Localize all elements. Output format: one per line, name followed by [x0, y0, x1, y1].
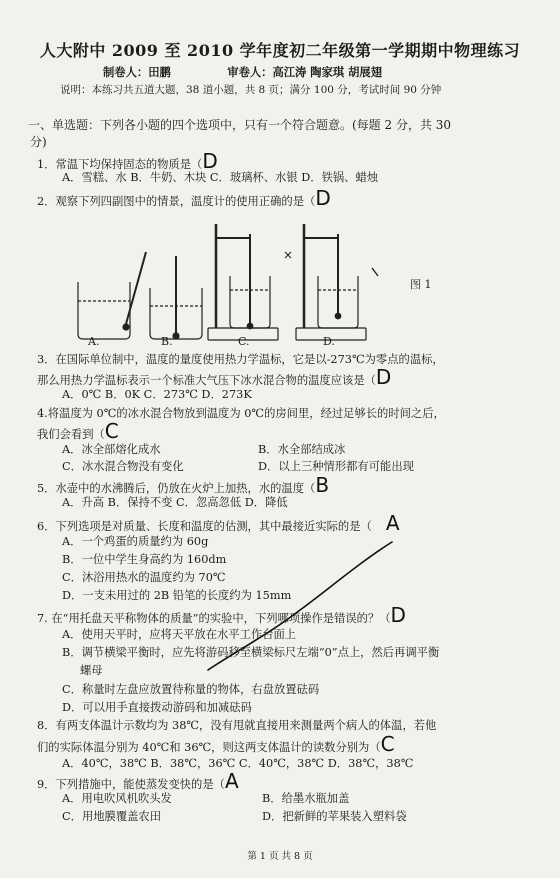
authors-line: 制卷人：田鹏 审卷人：高江涛 陶家琪 胡展翅 — [103, 65, 382, 79]
q4-option-a: A．冰全部熔化成水 — [62, 443, 161, 456]
q7-option-a: A．使用天平时，应将天平放在水平工作台面上 — [62, 628, 297, 641]
q8-handwritten-answer: C — [380, 732, 395, 756]
q5-options: A．升高 B．保持不变 C．忽高忽低 D．降低 — [62, 496, 288, 509]
q7-option-b-line2: 螺母 — [80, 664, 103, 677]
q1-stem: 1．常温下均保持固态的物质是（D — [37, 149, 218, 173]
q7-option-c: C．称量时左盘应放置待称量的物体，右盘放置砝码 — [62, 683, 320, 696]
q5-stem: 5．水壶中的水沸腾后，仍放在火炉上加热，水的温度（B — [37, 473, 330, 497]
q9-option-c: C．用地膜覆盖农田 — [62, 810, 162, 823]
q8-options: A．40℃，38℃ B．38℃，36℃ C．40℃，38℃ D．38℃，38℃ — [62, 757, 414, 770]
q3-options: A．0℃ B．0K C．273℃ D．273K — [62, 388, 252, 401]
q3-handwritten-answer: D — [375, 365, 392, 389]
q2-option-c: C. — [238, 335, 250, 348]
q2-option-b: B. — [161, 335, 173, 348]
q6-option-d: D．一支未用过的 2B 铅笔的长度约为 15mm — [62, 589, 292, 602]
q4-stem-line2: 我们会看到（C — [37, 419, 119, 443]
q6-option-c: C．沐浴用热水的温度约为 70℃ — [62, 571, 226, 584]
q4-option-b: B．水全部结成冰 — [258, 443, 346, 456]
q5-handwritten-answer: B — [315, 473, 330, 497]
q9-option-b: B．给墨水瓶加盖 — [262, 792, 350, 805]
q8-stem-line2: 们的实际体温分别为 40℃和 36℃，则这两支体温计的读数分别为（C — [37, 732, 395, 756]
q1-handwritten-answer: D — [202, 149, 218, 173]
figure-caption: 图 1 — [410, 278, 430, 291]
q6-handwritten-answer: A — [385, 511, 400, 535]
q6-stem: 6．下列选项是对质量、长度和温度的估测，其中最接近实际的是（ A — [37, 511, 400, 535]
q2-option-a: A. — [88, 335, 100, 348]
q4-option-d: D．以上三种情形都有可能出现 — [258, 460, 414, 473]
q3-stem-line1: 3．在国际单位制中，温度的量度使用热力学温标，它是以-273℃为零点的温标， — [37, 353, 444, 366]
q3-stem-line2: 那么用热力学温标表示一个标准大气压下冰水混合物的温度应该是（D — [37, 365, 392, 389]
q7-option-d: D．可以用手直接拨动游码和加减砝码 — [62, 701, 252, 714]
q4-option-c: C．冰水混合物没有变化 — [62, 460, 184, 473]
q6-option-b: B．一位中学生身高约为 160dm — [62, 553, 227, 566]
q8-stem-line1: 8．有两支体温计示数均为 38℃，没有甩就直接用来测量两个病人的体温，若他 — [37, 719, 437, 732]
q1-options: A．雪糕、水 B．牛奶、木块 C．玻璃杯、水银 D．铁锅、蜡烛 — [62, 171, 379, 184]
q4-stem-line1: 4.将温度为 0℃的冰水混合物放到温度为 0℃的房间里，经过足够长的时间之后， — [37, 407, 445, 420]
q9-option-a: A．用电吹风机吹头发 — [62, 792, 172, 805]
exam-title: 人大附中 2009 至 2010 学年度初二年级第一学期期中物理练习 — [39, 41, 521, 60]
page-footer: 第 1 页 共 8 页 — [247, 851, 313, 862]
q9-option-d: D．把新鲜的苹果装入塑料袋 — [262, 810, 407, 823]
q7-handwritten-answer: D — [390, 603, 406, 627]
q2-handwritten-answer: D — [315, 186, 331, 210]
q7-option-b-line1: B．调节横梁平衡时，应先将游码移至横梁标尺左端“0”点上，然后再调平衡 — [62, 646, 440, 659]
section-heading-cont: 分) — [30, 135, 47, 149]
q9-handwritten-answer: A — [224, 769, 239, 793]
q7-stem: 7. 在“用托盘天平称物体的质量”的实验中，下列哪项操作是错误的？（D — [37, 603, 406, 627]
exam-note: 说明：本练习共五道大题，38 道小题，共 8 页；满分 100 分，考试时间 90 分钟 — [60, 84, 442, 96]
section-heading: 一、单选题：下列各小题的四个选项中，只有一个符合题意。(每题 2 分，共 30 — [28, 118, 452, 132]
q2-option-d: D. — [323, 335, 335, 348]
q2-stem: 2．观察下列四副图中的情景，温度计的使用正确的是（D — [37, 186, 331, 210]
q6-option-a: A．一个鸡蛋的质量约为 60g — [62, 535, 209, 548]
q9-stem: 9．下列措施中，能使蒸发变快的是（A — [37, 769, 239, 793]
q4-handwritten-answer: C — [104, 419, 119, 443]
